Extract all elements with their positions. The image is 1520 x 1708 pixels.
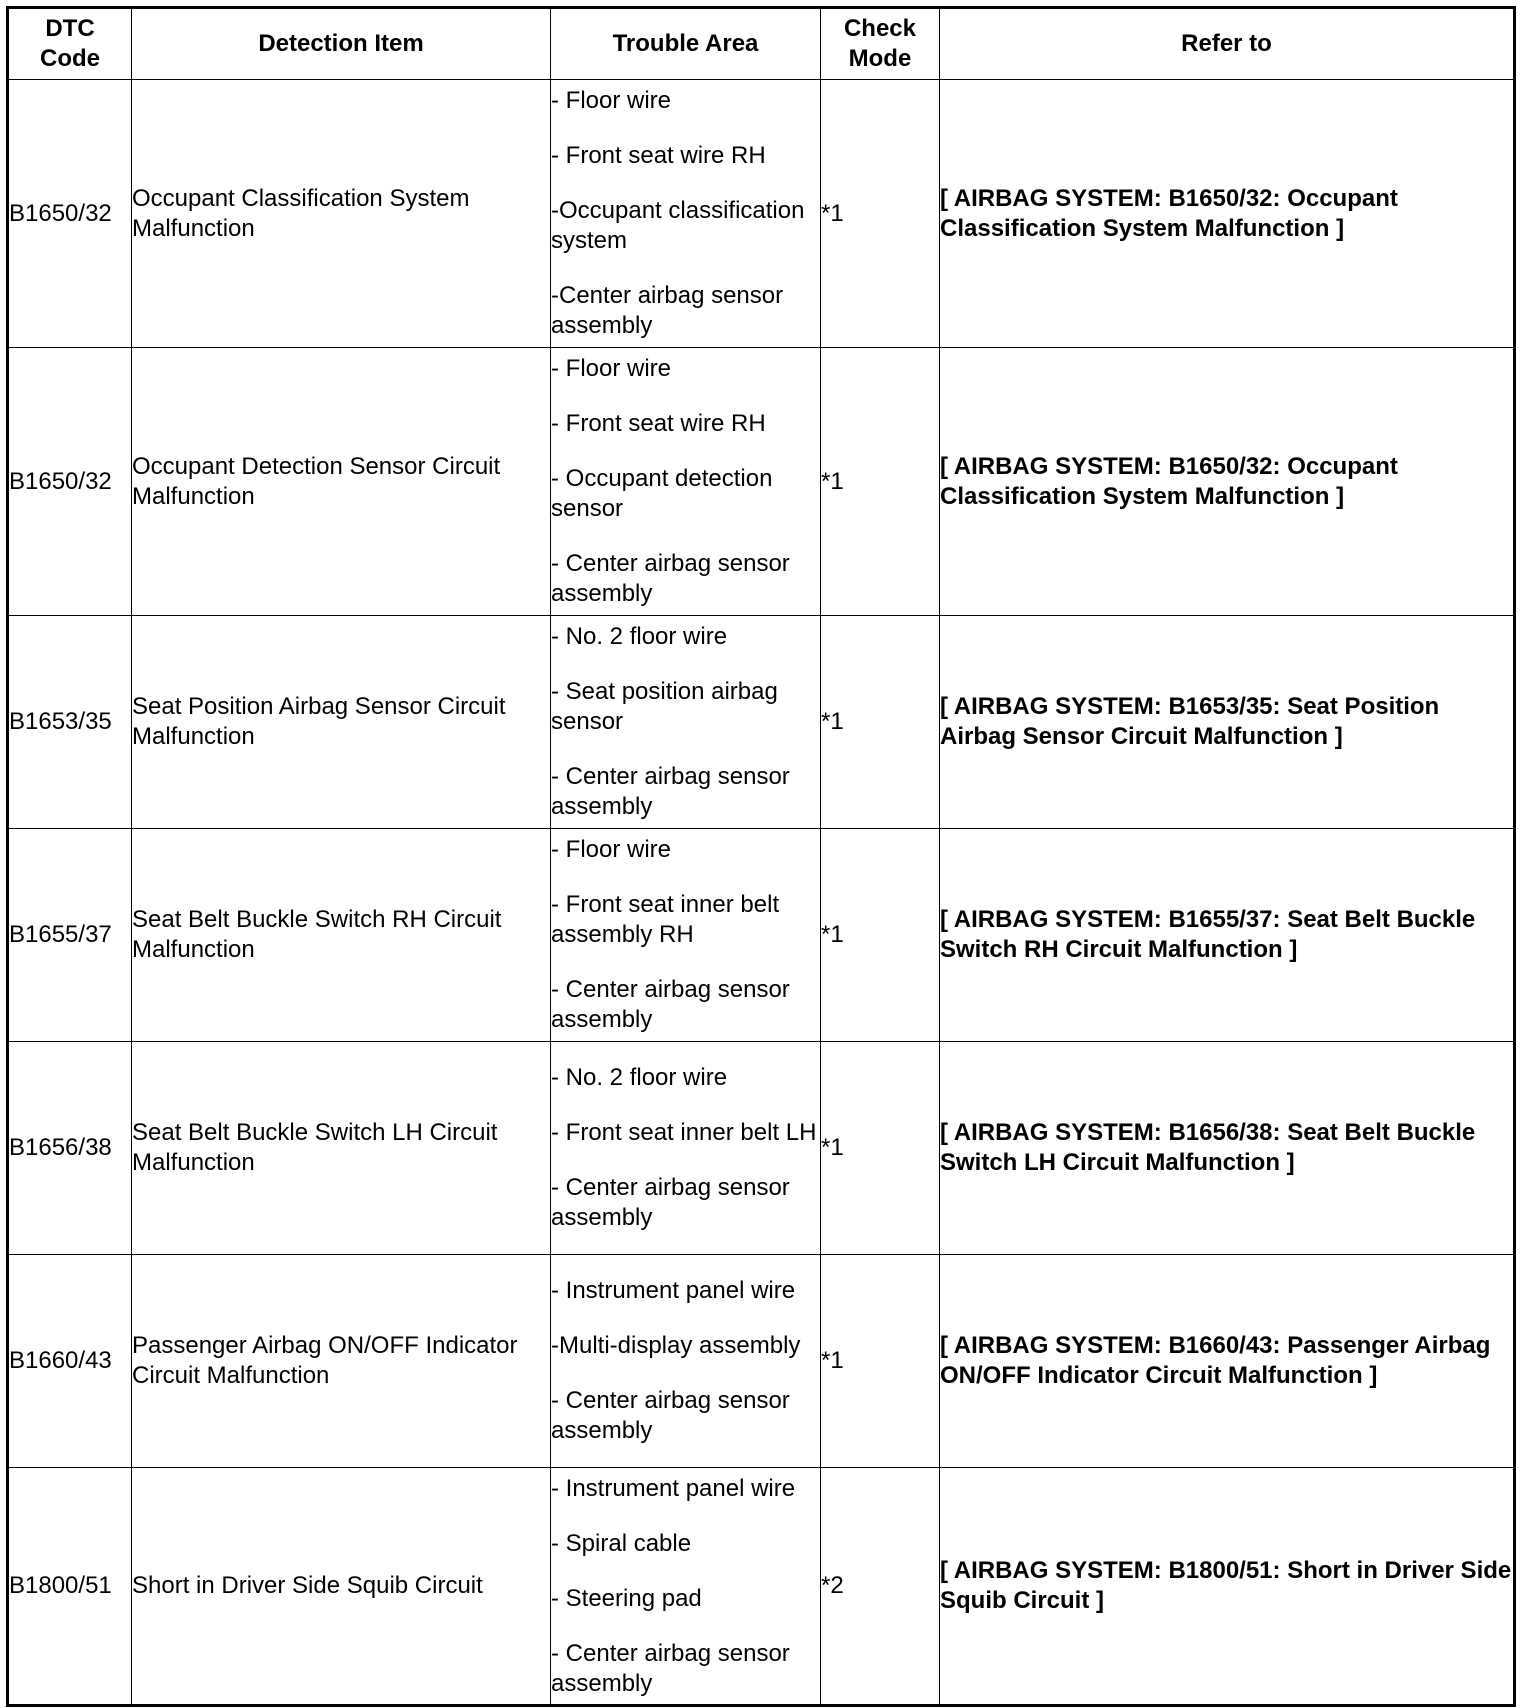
refer-to-link[interactable]: [ AIRBAG SYSTEM: B1650/32: Occupant Classification System Malfunction ] bbox=[940, 80, 1515, 348]
trouble-area-list bbox=[551, 835, 820, 1035]
trouble-area-item: - Center airbag sensor assembly bbox=[551, 550, 790, 607]
dtc-code-cell: B1660/43 bbox=[8, 1255, 132, 1468]
trouble-area-list bbox=[551, 354, 820, 609]
trouble-area-item: - Center airbag sensor assembly bbox=[551, 1639, 790, 1697]
trouble-area-item: - No. 2 floor wire bbox=[551, 1064, 728, 1091]
check-mode-cell: *1 bbox=[821, 1255, 940, 1468]
trouble-area-list bbox=[551, 1474, 820, 1699]
trouble-area-item: - Occupant detection sensor bbox=[551, 465, 773, 522]
trouble-area-item: - Steering pad bbox=[551, 1584, 702, 1612]
trouble-area-cell bbox=[551, 829, 821, 1042]
dtc-code-cell: B1655/37 bbox=[8, 829, 132, 1042]
table-row bbox=[8, 1255, 1515, 1468]
header-dtc-code: DTC Code bbox=[8, 8, 132, 80]
check-mode-cell: *1 bbox=[821, 829, 940, 1042]
trouble-area-list bbox=[551, 622, 820, 822]
trouble-area-item: - Floor wire bbox=[551, 355, 672, 382]
detection-item-cell: Passenger Airbag ON/OFF Indicator Circuit Malfunction bbox=[132, 1255, 551, 1468]
check-mode-cell: *1 bbox=[821, 80, 940, 348]
table-row bbox=[8, 80, 1515, 348]
trouble-area-item: - Front seat wire RH bbox=[551, 142, 766, 169]
refer-to-link[interactable]: [ AIRBAG SYSTEM: B1655/37: Seat Belt Buckle Switch RH Circuit Malfunction ] bbox=[940, 829, 1515, 1042]
trouble-area-item: - Center airbag sensor assembly bbox=[551, 763, 790, 820]
trouble-area-list bbox=[551, 86, 820, 341]
trouble-area-cell bbox=[551, 348, 821, 616]
header-check-mode: Check Mode bbox=[821, 8, 940, 80]
trouble-area-item: - Floor wire bbox=[551, 87, 672, 114]
trouble-area-cell bbox=[551, 1468, 821, 1706]
table-row bbox=[8, 348, 1515, 616]
check-mode-cell: *1 bbox=[821, 348, 940, 616]
check-mode-cell: *1 bbox=[821, 1042, 940, 1255]
table-row bbox=[8, 829, 1515, 1042]
table-row bbox=[8, 1042, 1515, 1255]
trouble-area-item: - No. 2 floor wire bbox=[551, 623, 728, 650]
trouble-area-item: - Center airbag sensor assembly bbox=[551, 1174, 790, 1231]
detection-item-cell: Seat Belt Buckle Switch RH Circuit Malfunction bbox=[132, 829, 551, 1042]
trouble-area-item: - Front seat inner belt assembly RH bbox=[551, 891, 780, 948]
trouble-area-item: - Center airbag sensor assembly bbox=[551, 1387, 790, 1444]
trouble-area-cell bbox=[551, 616, 821, 829]
detection-item-cell: Short in Driver Side Squib Circuit bbox=[132, 1468, 551, 1706]
dtc-table bbox=[6, 6, 1516, 1707]
refer-to-link[interactable]: [ AIRBAG SYSTEM: B1653/35: Seat Position Airbag Sensor Circuit Malfunction ] bbox=[940, 616, 1515, 829]
trouble-area-cell bbox=[551, 1255, 821, 1468]
detection-item-cell: Seat Position Airbag Sensor Circuit Malfunction bbox=[132, 616, 551, 829]
refer-to-link[interactable]: [ AIRBAG SYSTEM: B1800/51: Short in Driver Side Squib Circuit ] bbox=[940, 1468, 1515, 1706]
detection-item-cell: Seat Belt Buckle Switch LH Circuit Malfunction bbox=[132, 1042, 551, 1255]
trouble-area-item: - Front seat inner belt LH bbox=[551, 1119, 817, 1146]
header-row bbox=[8, 8, 1515, 80]
trouble-area-cell bbox=[551, 1042, 821, 1255]
dtc-code-cell: B1650/32 bbox=[8, 348, 132, 616]
header-trouble-area: Trouble Area bbox=[551, 8, 821, 80]
detection-item-cell: Occupant Classification System Malfunction bbox=[132, 80, 551, 348]
trouble-area-item: -Center airbag sensor assembly bbox=[551, 282, 784, 339]
refer-to-link[interactable]: [ AIRBAG SYSTEM: B1650/32: Occupant Classification System Malfunction ] bbox=[940, 348, 1515, 616]
header-detection-item: Detection Item bbox=[132, 8, 551, 80]
refer-to-link[interactable]: [ AIRBAG SYSTEM: B1660/43: Passenger Airbag ON/OFF Indicator Circuit Malfunction ] bbox=[940, 1255, 1515, 1468]
header-refer-to: Refer to bbox=[940, 8, 1515, 80]
table-row bbox=[8, 1468, 1515, 1706]
table-row bbox=[8, 616, 1515, 829]
dtc-code-cell: B1650/32 bbox=[8, 80, 132, 348]
dtc-code-cell: B1653/35 bbox=[8, 616, 132, 829]
detection-item-cell: Occupant Detection Sensor Circuit Malfunction bbox=[132, 348, 551, 616]
trouble-area-item: - Floor wire bbox=[551, 836, 672, 863]
trouble-area-item: - Instrument panel wire bbox=[551, 1474, 796, 1502]
trouble-area-item: - Center airbag sensor assembly bbox=[551, 976, 790, 1033]
trouble-area-list bbox=[551, 1063, 820, 1233]
dtc-code-cell: B1800/51 bbox=[8, 1468, 132, 1706]
trouble-area-item: - Instrument panel wire bbox=[551, 1277, 796, 1304]
dtc-code-cell: B1656/38 bbox=[8, 1042, 132, 1255]
check-mode-cell: *2 bbox=[821, 1468, 940, 1706]
trouble-area-cell bbox=[551, 80, 821, 348]
trouble-area-item: - Spiral cable bbox=[551, 1529, 692, 1557]
refer-to-link[interactable]: [ AIRBAG SYSTEM: B1656/38: Seat Belt Buckle Switch LH Circuit Malfunction ] bbox=[940, 1042, 1515, 1255]
check-mode-cell: *1 bbox=[821, 616, 940, 829]
trouble-area-item: - Seat position airbag sensor bbox=[551, 678, 778, 735]
trouble-area-item: - Front seat wire RH bbox=[551, 410, 766, 437]
trouble-area-list bbox=[551, 1276, 820, 1446]
trouble-area-item: -Multi-display assembly bbox=[551, 1332, 801, 1359]
trouble-area-item: -Occupant classification system bbox=[551, 197, 805, 254]
